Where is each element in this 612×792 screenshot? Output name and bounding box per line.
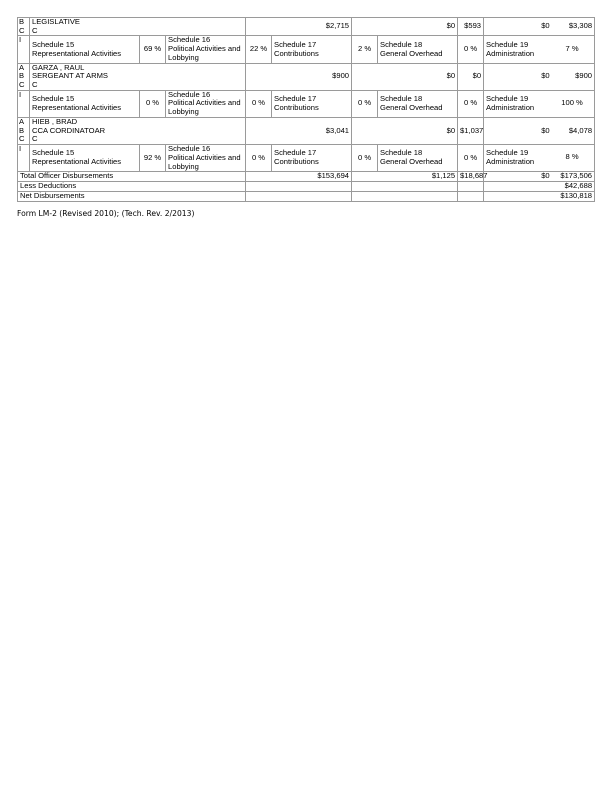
officer-extra: C	[32, 25, 38, 35]
less-deductions-label: Less Deductions	[18, 182, 246, 192]
schedule-allocation-row	[18, 90, 595, 117]
letter-b: B	[19, 71, 25, 81]
letter-c: C	[19, 134, 25, 144]
officer-name-title	[30, 117, 246, 144]
schedule-19-cell	[484, 36, 595, 63]
schedule-17-label: Schedule 17	[274, 148, 317, 158]
other-disbursements: $0	[541, 21, 550, 31]
officer-total-cell	[484, 117, 595, 144]
officer-row-letters	[18, 63, 30, 90]
officer-total-cell	[484, 18, 595, 36]
row-letter-i: I	[18, 36, 30, 63]
schedule-16-cell	[166, 90, 246, 117]
schedule-17-label: Schedule 17	[274, 94, 317, 104]
disbursements-official: $593	[458, 18, 484, 36]
less-deductions-row	[18, 182, 595, 192]
schedule-19-pct: 7 %	[565, 43, 579, 53]
officer-name-title	[30, 18, 246, 36]
gross-salary: $2,715	[246, 18, 352, 36]
disbursements-official: $1,037	[458, 117, 484, 144]
schedule-19-desc: Administration	[486, 157, 535, 167]
empty-cell	[458, 192, 484, 202]
empty-cell	[352, 192, 458, 202]
schedule-16-desc: Political Activities and Lobbying	[168, 152, 241, 171]
schedule-15-cell	[30, 90, 140, 117]
schedule-18-desc: General Overhead	[380, 102, 443, 112]
officer-title: CCA CORDINATOAR	[32, 125, 106, 135]
schedule-17-pct: 2 %	[352, 36, 378, 63]
totals-label: Total Officer Disbursements	[18, 172, 246, 182]
officer-name: GARZA , RAUL	[32, 62, 85, 72]
schedule-16-cell	[166, 36, 246, 63]
officer-row-letters	[18, 18, 30, 36]
schedule-18-desc: General Overhead	[380, 48, 443, 58]
other-disbursements: $0	[541, 71, 550, 81]
officer-row	[18, 18, 595, 36]
schedule-16-cell	[166, 145, 246, 172]
schedule-17-cell	[272, 90, 352, 117]
empty-cell	[458, 182, 484, 192]
totals-total-cell	[484, 172, 595, 182]
schedule-16-label: Schedule 16	[168, 144, 211, 154]
letter-c: C	[19, 25, 25, 35]
officer-row-letters	[18, 117, 30, 144]
officer-total: $900	[575, 71, 593, 81]
schedule-15-desc: Representational Activities	[32, 48, 122, 58]
schedule-15-desc: Representational Activities	[32, 102, 122, 112]
lm2-officer-schedule-page	[17, 17, 594, 218]
disbursements-official: $0	[458, 63, 484, 90]
officer-row	[18, 117, 595, 144]
schedule-16-desc: Political Activities and Lobbying	[168, 44, 241, 62]
schedule-15-label: Schedule 15	[32, 148, 75, 158]
gross-salary: $900	[246, 63, 352, 90]
schedule-15-label: Schedule 15	[32, 94, 75, 104]
schedule-18-cell	[378, 145, 458, 172]
schedule-15-cell	[30, 145, 140, 172]
letter-c: C	[19, 80, 25, 90]
schedule-19-desc: Administration	[486, 102, 535, 112]
letter-a: A	[19, 62, 25, 72]
net-disbursements-label: Net Disbursements	[18, 192, 246, 202]
letter-b: B	[19, 17, 25, 26]
schedule-16-desc: Political Activities and Lobbying	[168, 98, 241, 117]
letter-a: A	[19, 116, 25, 126]
schedule-15-pct: 0 %	[140, 90, 166, 117]
row-letter-i: I	[18, 145, 30, 172]
officer-row	[18, 63, 595, 90]
officer-extra: C	[32, 80, 38, 90]
officer-name-title	[30, 63, 246, 90]
less-deductions-value: $42,688	[484, 182, 595, 192]
schedule-16-pct: 0 %	[246, 145, 272, 172]
totals-allowances: $1,125	[352, 172, 458, 182]
allowances: $0	[352, 63, 458, 90]
gross-salary: $3,041	[246, 117, 352, 144]
schedule-17-desc: Contributions	[274, 157, 319, 167]
totals-gross-salary: $153,694	[246, 172, 352, 182]
form-footer: Form LM-2 (Revised 2010); (Tech. Rev. 2/2013)	[17, 209, 195, 219]
net-disbursements-value: $130,818	[484, 192, 595, 202]
totals-grand-total: $173,506	[560, 171, 593, 181]
other-disbursements: $0	[541, 125, 550, 135]
schedule-17-cell	[272, 145, 352, 172]
officer-total-cell	[484, 63, 595, 90]
totals-disbursements: $18,687	[458, 172, 484, 182]
schedule-19-desc: Administration	[486, 48, 535, 58]
officer-total: $3,308	[568, 21, 593, 31]
schedule-18-pct: 0 %	[458, 145, 484, 172]
schedule-18-desc: General Overhead	[380, 157, 443, 167]
total-officer-disbursements-row	[18, 172, 595, 182]
net-disbursements-row	[18, 192, 595, 202]
empty-cell	[352, 182, 458, 192]
officer-extra: C	[32, 134, 38, 144]
schedule-15-label: Schedule 15	[32, 39, 75, 49]
schedule-16-pct: 22 %	[246, 36, 272, 63]
schedule-17-label: Schedule 17	[274, 39, 317, 49]
officer-total: $4,078	[568, 125, 593, 135]
schedule-19-cell	[484, 90, 595, 117]
officer-disbursements-table	[17, 17, 595, 202]
schedule-17-pct: 0 %	[352, 90, 378, 117]
officer-title: LEGISLATIVE	[32, 17, 80, 26]
schedule-16-label: Schedule 16	[168, 35, 211, 45]
empty-cell	[246, 192, 352, 202]
schedule-18-cell	[378, 90, 458, 117]
schedule-15-pct: 69 %	[140, 36, 166, 63]
schedule-18-label: Schedule 18	[380, 94, 423, 104]
schedule-18-label: Schedule 18	[380, 148, 423, 158]
schedule-16-pct: 0 %	[246, 90, 272, 117]
row-letter-i: I	[18, 90, 30, 117]
officer-name: HIEB , BRAD	[32, 116, 78, 126]
schedule-18-pct: 0 %	[458, 90, 484, 117]
schedule-18-pct: 0 %	[458, 36, 484, 63]
schedule-17-desc: Contributions	[274, 48, 319, 58]
schedule-15-pct: 92 %	[140, 145, 166, 172]
empty-cell	[246, 182, 352, 192]
totals-other: $0	[541, 171, 550, 181]
schedule-18-cell	[378, 36, 458, 63]
letter-b: B	[19, 125, 25, 135]
schedule-17-desc: Contributions	[274, 102, 319, 112]
officer-title: SERGEANT AT ARMS	[32, 71, 108, 81]
schedule-15-cell	[30, 36, 140, 63]
schedule-17-cell	[272, 36, 352, 63]
schedule-19-pct: 8 %	[565, 152, 579, 162]
schedule-18-label: Schedule 18	[380, 39, 423, 49]
schedule-17-pct: 0 %	[352, 145, 378, 172]
allowances: $0	[352, 18, 458, 36]
schedule-19-label: Schedule 19	[486, 39, 529, 49]
schedule-19-cell	[484, 145, 595, 172]
schedule-allocation-row	[18, 145, 595, 172]
schedule-allocation-row	[18, 36, 595, 63]
schedule-15-desc: Representational Activities	[32, 157, 122, 167]
schedule-19-label: Schedule 19	[486, 148, 529, 158]
schedule-16-label: Schedule 16	[168, 89, 211, 99]
schedule-19-pct: 100 %	[561, 98, 583, 108]
allowances: $0	[352, 117, 458, 144]
schedule-19-label: Schedule 19	[486, 94, 529, 104]
